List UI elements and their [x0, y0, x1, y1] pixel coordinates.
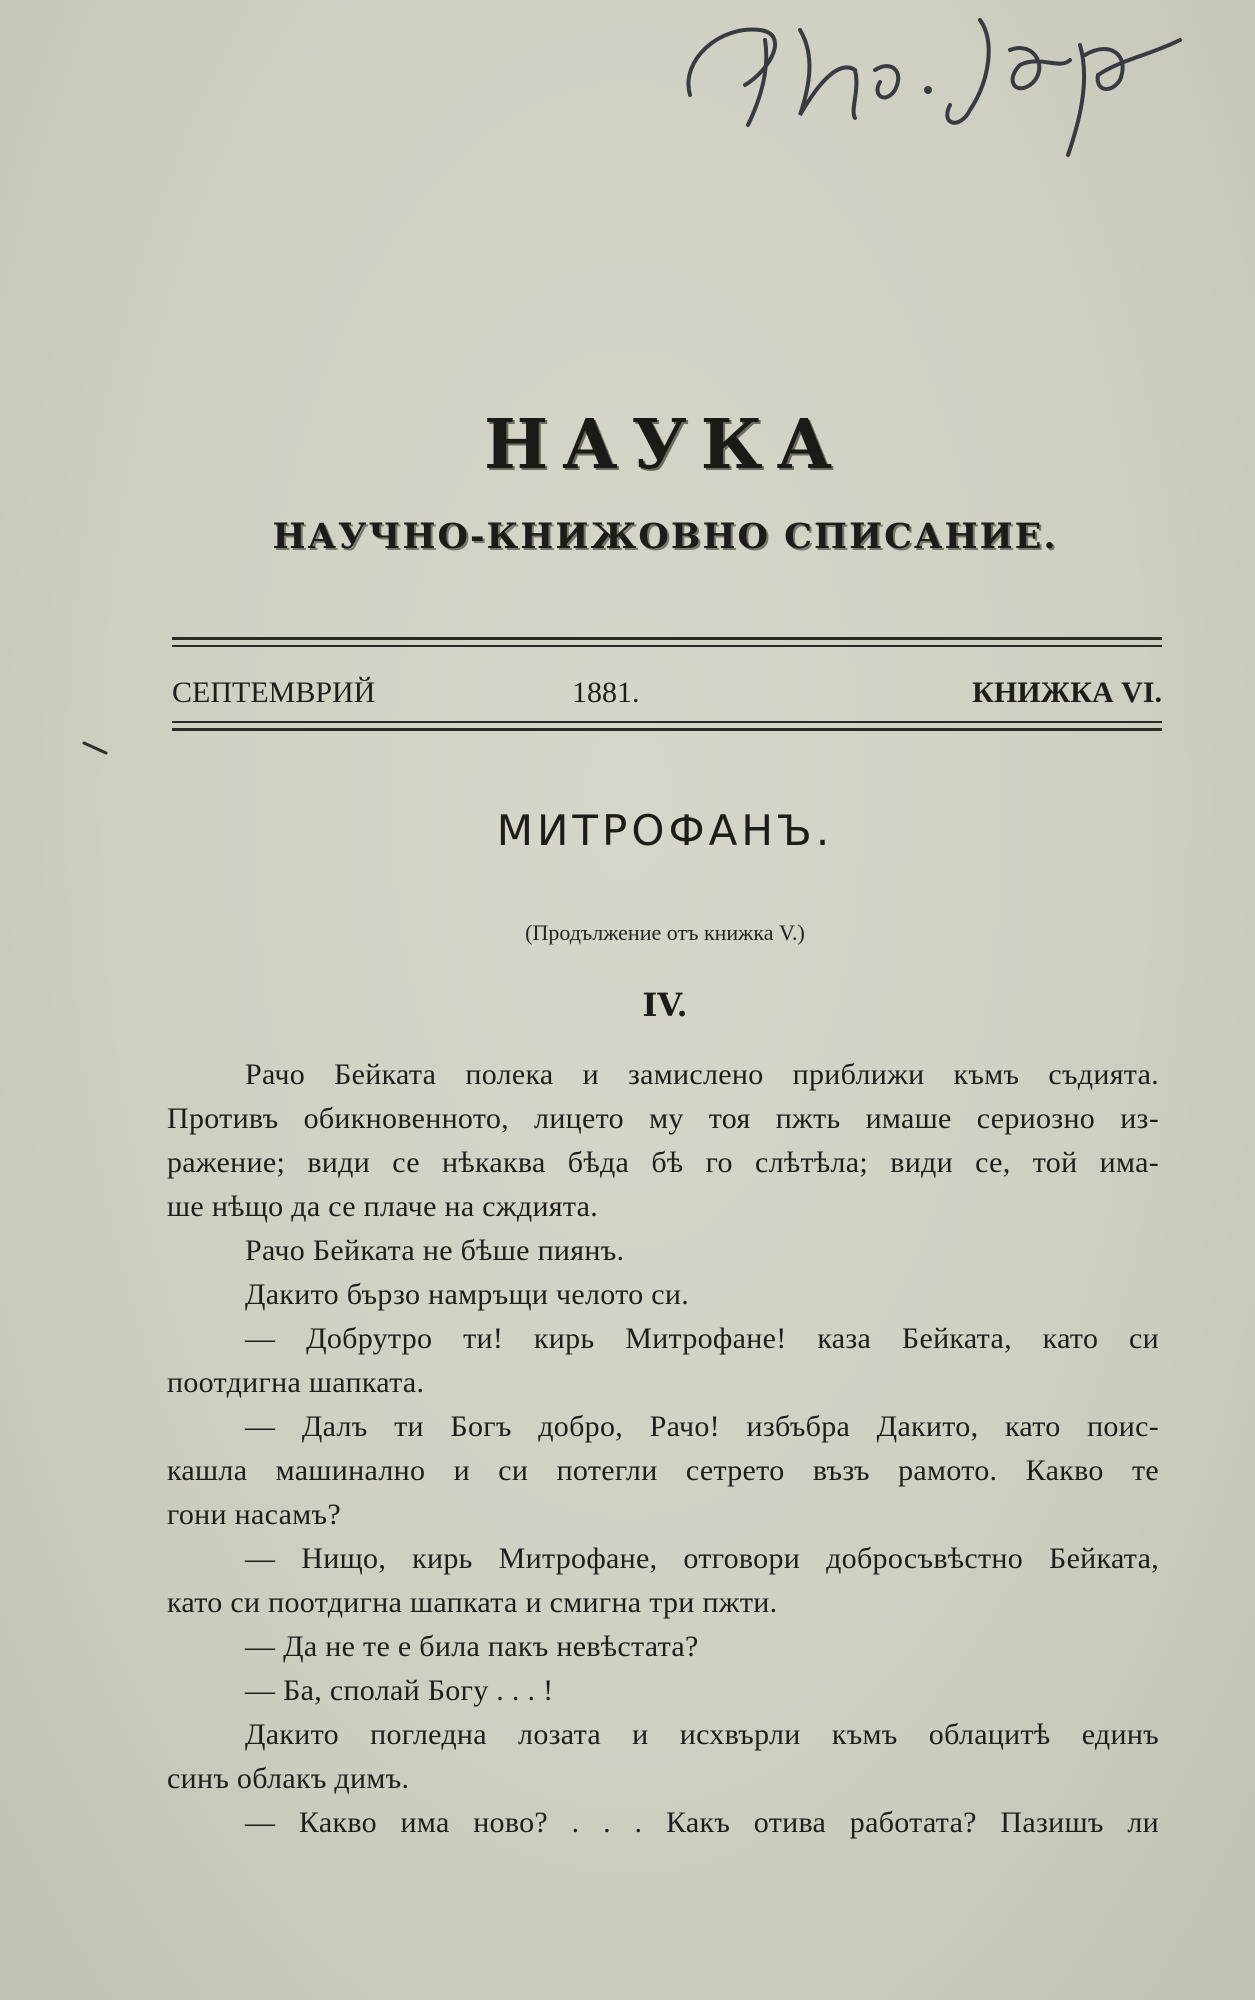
bottom-rule-thin	[172, 721, 1162, 723]
continuation-note: (Продължение отъ книжка V.)	[525, 920, 805, 945]
issue-month: СЕПТЕМВРИЙ	[172, 676, 376, 709]
issue-year: 1881.	[572, 676, 640, 709]
chapter-number: IV.	[642, 986, 688, 1024]
story-title: МИТРОФАНЪ.	[496, 806, 834, 855]
text-line: Дакито бързо намръщи челото си.	[245, 1278, 690, 1311]
journal-subtitle: НАУЧНО-КНИЖОВНО СПИСАНИЕ.	[272, 516, 1058, 557]
text-line: ше нѣщо да се плаче на сждията.	[167, 1190, 599, 1223]
issue-bar	[172, 637, 1162, 737]
handwritten-signature	[650, 0, 1210, 160]
gutter-mark	[82, 741, 108, 755]
text-line: гони насамъ?	[167, 1498, 341, 1531]
text-line: поотдигна шапката.	[167, 1366, 425, 1399]
text-line: ражение; види се нѣкаква бѣда бѣ го слѣтѣла; види се, той има-	[167, 1146, 1159, 1179]
text-line: — Да не те е била пакъ невѣстата?	[245, 1630, 699, 1663]
text-line: — Добрутро ти! кирь Митрофане! каза Бейката, като си	[245, 1322, 1159, 1355]
text-line: Рачо Бейката не бѣше пиянъ.	[245, 1234, 625, 1267]
text-line: — Далъ ти Богъ добро, Рачо! избъбра Дакито, като поис-	[245, 1410, 1159, 1443]
text-line: Дакито погледна лозата и исхвърли къмъ облацитѣ единъ	[245, 1718, 1159, 1751]
masthead	[170, 405, 1160, 559]
issue-number: КНИЖКА VI.	[972, 676, 1162, 709]
text-line: — Ба, сполай Богу . . . !	[245, 1674, 554, 1707]
top-rule-thick	[172, 637, 1162, 640]
text-line: кашла машинално и си потегли сетрето възъ рамото. Какво те	[167, 1454, 1159, 1487]
top-rule-thin	[172, 645, 1162, 647]
text-line: като си поотдигна шапката и смигна три пжти.	[167, 1586, 778, 1619]
journal-title: НАУКА	[483, 405, 847, 485]
text-line: — Какво има ново? . . . Какъ отива работата? Пазишъ ли	[245, 1806, 1159, 1839]
bottom-rule-thick	[172, 728, 1162, 731]
text-line: Рачо Бейката полека и замислено приближи къмъ съдията.	[245, 1058, 1159, 1091]
text-line: Противъ обикновенното, лицето му тоя пжть имаше сериозно из-	[167, 1102, 1159, 1135]
text-line: синъ облакъ димъ.	[167, 1762, 410, 1795]
body-text	[167, 1053, 1159, 1845]
text-line: — Нищо, кирь Митрофане, отговори добросъвѣстно Бейката,	[245, 1542, 1159, 1575]
